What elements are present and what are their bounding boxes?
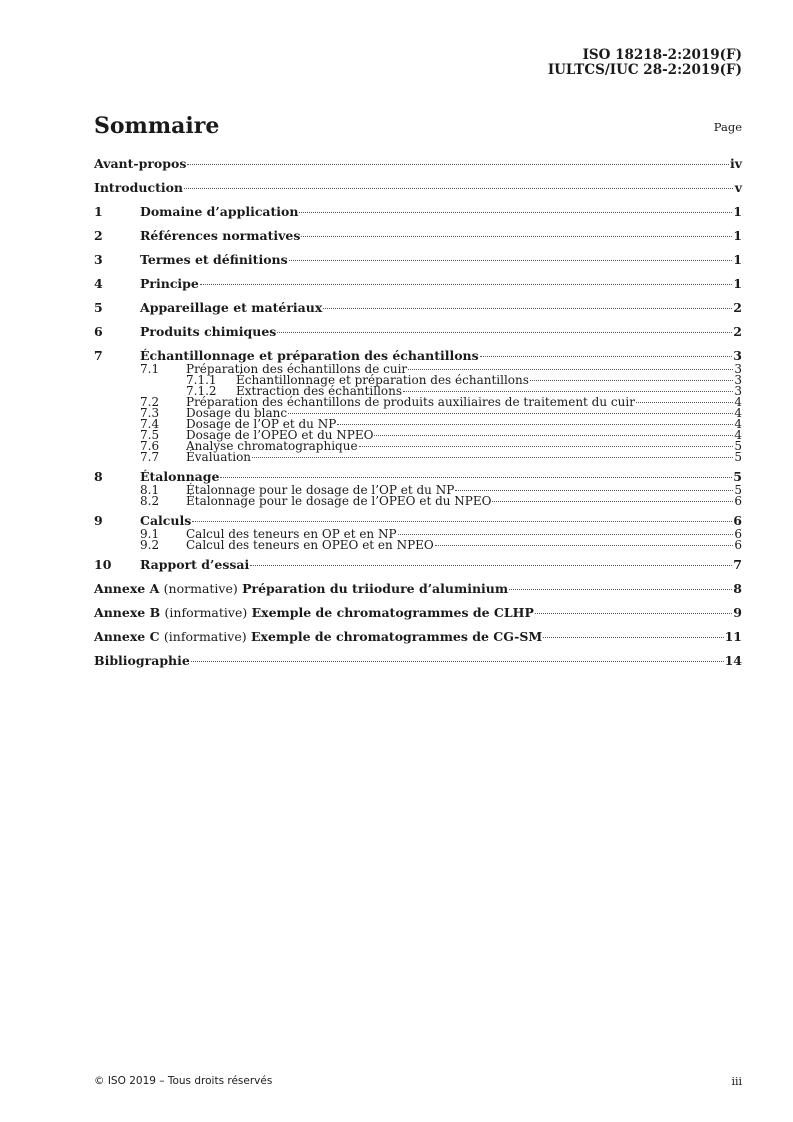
toc-number: 3 (94, 252, 103, 267)
toc-entry-6[interactable] (94, 324, 742, 348)
document-reference-iultcs: IULTCS/IUC 28-2:2019(F) (547, 62, 742, 78)
toc-number: 2 (94, 228, 103, 243)
toc-entry-7-7[interactable] (94, 452, 742, 463)
annex-prefix: Annexe C (94, 629, 160, 644)
toc-label: Calcul des teneurs en OP et en NP (186, 527, 397, 541)
page-footer (94, 1075, 742, 1088)
toc-label: Préparation des échantillons de produits auxiliaires de traitement du cuir (186, 395, 635, 409)
annex-title: Préparation du triiodure d’aluminium (242, 581, 509, 596)
toc-leader (480, 356, 733, 357)
toc-page: 4 (734, 395, 742, 409)
toc-leader (398, 534, 733, 535)
toc-leader (187, 164, 729, 165)
toc-leader (323, 308, 732, 309)
toc-number: 7.6 (140, 439, 160, 453)
toc-page: 5 (733, 469, 742, 484)
toc-entry-8-2[interactable] (94, 496, 742, 507)
toc-label (94, 629, 542, 644)
toc-page: 2 (733, 300, 742, 315)
toc-page: 1 (733, 276, 742, 291)
toc-page: v (734, 180, 742, 195)
toc-page: 6 (734, 538, 742, 552)
toc-leader (543, 637, 723, 638)
toc-leader (636, 402, 733, 403)
toc-number: 9 (94, 513, 103, 528)
toc-page: 4 (734, 417, 742, 431)
toc-number: 1 (94, 204, 103, 219)
page-number: iii (731, 1075, 742, 1088)
toc-number: 7.3 (140, 406, 160, 420)
annex-kind: (informative) (163, 629, 247, 644)
toc-entry-bibliographie[interactable] (94, 653, 742, 677)
toc-leader (184, 188, 733, 189)
toc-label: Références normatives (140, 228, 301, 243)
toc-page: 8 (733, 581, 742, 596)
toc-number: 7.1.1 (186, 373, 217, 387)
toc-leader (455, 490, 733, 491)
toc-page: 7 (733, 557, 742, 572)
toc-number: 6 (94, 324, 103, 339)
page-column-label: Page (713, 120, 742, 134)
toc-label (94, 605, 534, 620)
toc-label: Produits chimiques (140, 324, 277, 339)
toc-number: 10 (94, 557, 112, 572)
toc-page: 6 (734, 494, 742, 508)
toc-label: Bibliographie (94, 653, 190, 668)
toc-label: Avant-propos (94, 156, 187, 171)
toc-page: 6 (734, 527, 742, 541)
document-reference-iso: ISO 18218-2:2019(F) (582, 47, 742, 63)
toc-label: Analyse chromatographique (186, 439, 358, 453)
toc-entry-10[interactable] (94, 557, 742, 581)
toc-page: 4 (734, 406, 742, 420)
toc-page: 6 (733, 513, 742, 528)
toc-label: Préparation des échantillons de cuir (186, 362, 408, 376)
annex-prefix: Annexe A (94, 581, 160, 596)
toc-page: 1 (733, 252, 742, 267)
toc-page: 3 (734, 373, 742, 387)
toc-label: Principe (140, 276, 199, 291)
toc-leader (191, 661, 724, 662)
toc-number: 9.2 (140, 538, 160, 552)
toc-page: 5 (734, 439, 742, 453)
annex-prefix: Annexe B (94, 605, 161, 620)
toc-leader (289, 260, 733, 261)
toc-label: Termes et définitions (140, 252, 288, 267)
toc-label: Rapport d’essai (140, 557, 250, 572)
toc-label: Dosage de l’OPEO et du NPEO (186, 428, 374, 442)
toc-number: 7 (94, 348, 103, 363)
toc-label: Dosage du blanc (186, 406, 288, 420)
toc-page: 5 (734, 483, 742, 497)
toc-leader (299, 212, 732, 213)
toc-label: Étalonnage (140, 469, 220, 484)
toc-number: 8 (94, 469, 103, 484)
toc-entry-annex-a[interactable] (94, 581, 742, 605)
toc-leader (435, 545, 733, 546)
toc-entry-4[interactable] (94, 276, 742, 300)
toc-label: Extraction des échantillons (236, 384, 403, 398)
toc-label (94, 581, 508, 596)
toc-number: 4 (94, 276, 103, 291)
toc-leader (408, 369, 733, 370)
toc-page: 2 (733, 324, 742, 339)
page-title: Sommaire (94, 113, 220, 139)
toc-entry-introduction[interactable] (94, 180, 742, 204)
toc-leader (337, 424, 733, 425)
toc-page: 3 (733, 348, 742, 363)
toc-leader (359, 446, 733, 447)
toc-leader (288, 413, 733, 414)
toc-leader (509, 589, 732, 590)
toc-entry-annex-c[interactable] (94, 629, 742, 653)
toc-number: 7.2 (140, 395, 160, 409)
toc-label: Introduction (94, 180, 184, 195)
annex-kind: (normative) (163, 581, 238, 596)
annex-kind: (informative) (164, 605, 248, 620)
toc-label: Domaine d’application (140, 204, 299, 219)
toc-number: 5 (94, 300, 103, 315)
toc-entry-annex-b[interactable] (94, 605, 742, 629)
toc-page: 5 (734, 450, 742, 464)
toc-page: 4 (734, 428, 742, 442)
annex-title: Exemple de chromatogrammes de CLHP (251, 605, 534, 620)
toc-label: Calculs (140, 513, 192, 528)
toc-page: 1 (733, 228, 742, 243)
toc-number: 8.1 (140, 483, 160, 497)
toc-page: 14 (724, 653, 742, 668)
toc-page: 9 (733, 605, 742, 620)
toc-entry-5[interactable] (94, 300, 742, 324)
toc-leader (403, 391, 733, 392)
toc-page: 3 (734, 384, 742, 398)
toc-leader (374, 435, 733, 436)
toc-leader (530, 380, 733, 381)
toc-label: Calcul des teneurs en OPEO et en NPEO (186, 538, 434, 552)
toc-page: 3 (734, 362, 742, 376)
toc-entry-2[interactable] (94, 228, 742, 252)
toc-label: Échantillonnage et préparation des échantillons (236, 373, 529, 387)
toc-entry-9-2[interactable] (94, 540, 742, 551)
toc-page: iv (729, 156, 742, 171)
toc-entry-1[interactable] (94, 204, 742, 228)
toc-label: Appareillage et matériaux (140, 300, 323, 315)
toc-leader (535, 613, 732, 614)
toc-label: Échantillonnage et préparation des échantillons (140, 348, 479, 363)
toc-label: Étalonnage pour le dosage de l’OPEO et du NPEO (186, 494, 492, 508)
annex-title: Exemple de chromatogrammes de CG-SM (250, 629, 543, 644)
toc-leader (301, 236, 732, 237)
toc-page: 11 (724, 629, 742, 644)
toc-label: Dosage de l’OP et du NP (186, 417, 337, 431)
toc-number: 8.2 (140, 494, 160, 508)
toc-leader (192, 521, 732, 522)
toc-number: 7.4 (140, 417, 160, 431)
toc-leader (250, 565, 732, 566)
toc-number: 7.5 (140, 428, 160, 442)
copyright-notice: © ISO 2019 – Tous droits réservés (94, 1075, 273, 1087)
toc-entry-avant-propos[interactable] (94, 156, 742, 180)
toc-leader (220, 477, 732, 478)
toc-number: 7.7 (140, 450, 160, 464)
toc-leader (200, 284, 732, 285)
toc-number: 9.1 (140, 527, 160, 541)
toc-number: 7.1.2 (186, 384, 217, 398)
toc-page: 1 (733, 204, 742, 219)
toc-leader (492, 501, 733, 502)
toc-number: 7.1 (140, 362, 160, 376)
toc-label: Évaluation (186, 450, 252, 464)
toc-label: Étalonnage pour le dosage de l’OP et du NP (186, 483, 455, 497)
toc-leader (252, 457, 733, 458)
toc-entry-3[interactable] (94, 252, 742, 276)
table-of-contents (94, 156, 742, 677)
toc-leader (277, 332, 732, 333)
